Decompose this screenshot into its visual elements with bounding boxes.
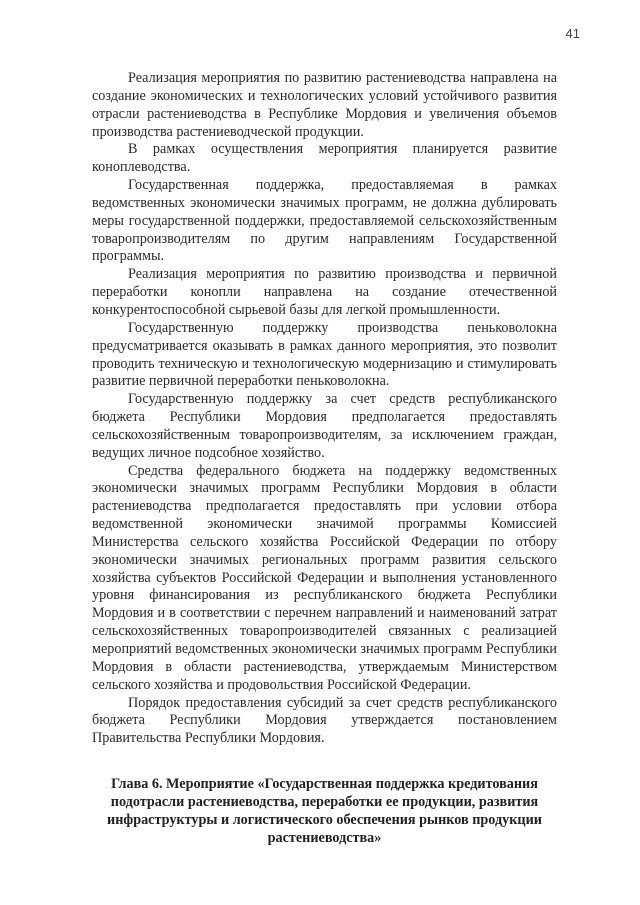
paragraph-republic-budget-support: Государственную поддержку за счет средств республиканского бюджета Республики Мордовия предполагается предоставлять сельскохозяйственным товаропроизводителям, за исключением граждан, ведущих личное подсобное хозяйство.	[92, 391, 557, 461]
paragraph-no-duplication: Государственная поддержка, предоставляемая в рамках ведомственных экономически значимых программ, не должна дублировать меры государственной поддержки, предоставляемой сельскохозяйственным товаропроизводителям по другим направлениям Государственной программы.	[92, 177, 557, 265]
page-number: 41	[565, 26, 580, 41]
paragraph-plant-growing-goal: Реализация мероприятия по развитию растениеводства направлена на создание экономических и технологических условий устойчивого развития отрасли растениеводства в Республике Мордовия и увеличения объемов производства растениеводческой продукции.	[92, 70, 557, 140]
paragraph-federal-budget-funds: Средства федерального бюджета на поддержку ведомственных экономически значимых программ Республики Мордовия в области растениеводства предполагается предоставлять при условии отбора ведомственной экономически значимой программы Комиссией Министерства сельского хозяйства Российской Федерации по отбору экономически значимых региональных программ развития сельского хозяйства субъектов Российской Федерации и выполнения установленного уровня финансирования из республиканского бюджета Республики Мордовия и в соответствии с перечнем направлений и наименований затрат сельскохозяйственных товаропроизводителей связанных с реализацией мероприятий ведомственных экономически значимых программ Республики Мордовия в области растениеводства, утверждаемым Министерством сельского хозяйства и продовольствия Российской Федерации.	[92, 462, 557, 693]
paragraph-hemp-growing: В рамках осуществления мероприятия планируется развитие коноплеводства.	[92, 141, 557, 176]
paragraph-subsidy-procedure: Порядок предоставления субсидий за счет средств республиканского бюджета Республики Мордовия утверждается постановлением Правительства Республики Мордовия.	[92, 694, 557, 747]
paragraph-hemp-processing: Реализация мероприятия по развитию производства и первичной переработки конопли направлена на создание отечественной конкурентоспособной сырьевой базы для легкой промышленности.	[92, 266, 557, 318]
chapter-title: Глава 6. Мероприятие «Государственная поддержка кредитования подотрасли растениеводства, переработки ее продукции, развития инфраструктуры и логистического обеспечения рынков продукции растениеводства»	[107, 776, 542, 846]
paragraph-hemp-fiber-support: Государственную поддержку производства пеньковолокна предусматривается оказывать в рамках данного мероприятия, это позволит проводить техническую и технологическую модернизацию и стимулировать развитие первичной переработки пеньковолокна.	[92, 319, 557, 390]
document-body	[92, 70, 557, 847]
